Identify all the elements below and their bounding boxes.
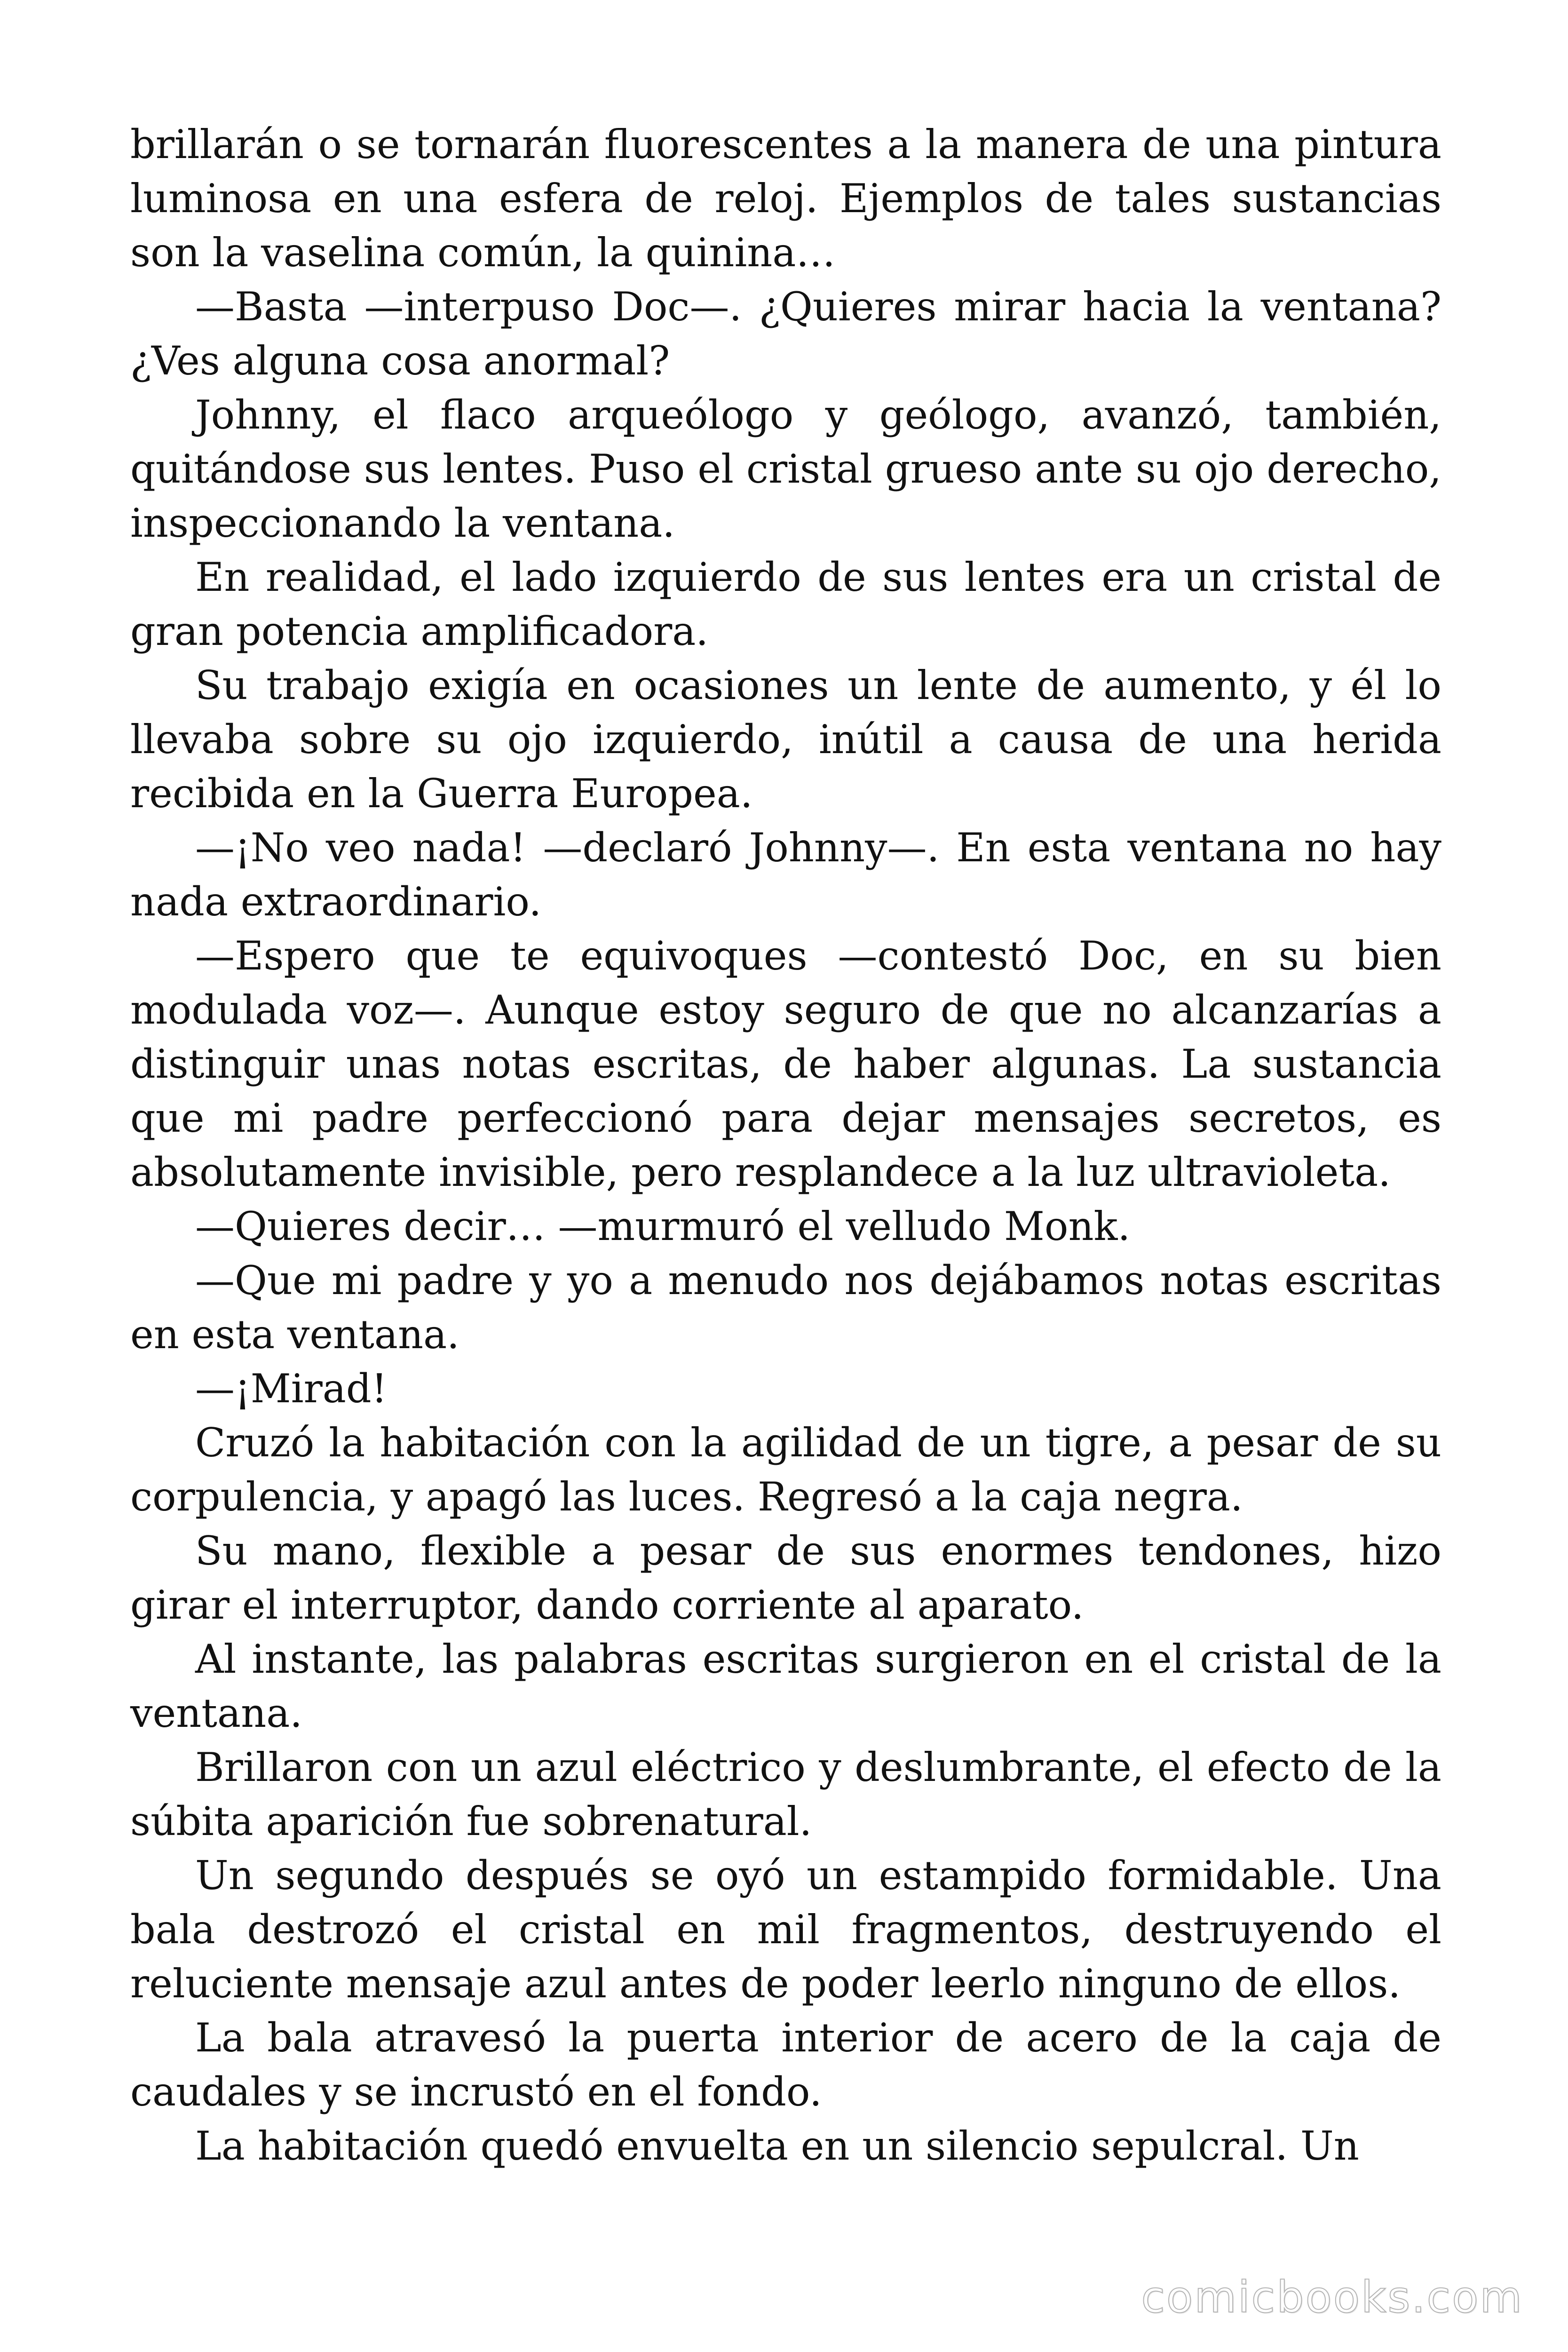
paragraph: Johnny, el flaco arqueólogo y geólogo, avanzó, también, quitándose sus lentes. Puso el cristal grueso ante su ojo derecho, inspeccionando la ventana.: [130, 392, 1441, 546]
paragraph: —Que mi padre y yo a menudo nos dejábamos notas escritas en esta ventana.: [130, 1257, 1441, 1358]
paragraph: —¡No veo nada! —declaró Johnny—. En esta ventana no hay nada extraordinario.: [130, 825, 1441, 925]
paragraph: Su trabajo exigía en ocasiones un lente de aumento, y él lo llevaba sobre su ojo izquierdo, inútil a causa de una herida recibida en la Guerra Europea.: [130, 662, 1441, 817]
paragraph: brillarán o se tornarán fluorescentes a la manera de una pintura luminosa en una esfera de reloj. Ejemplos de tales sustancias son la vaselina común, la quinina…: [130, 121, 1441, 276]
paragraph: —Basta —interpuso Doc—. ¿Quieres mirar hacia la ventana? ¿Ves alguna cosa anormal?: [130, 284, 1441, 384]
paragraph: Un segundo después se oyó un estampido formidable. Una bala destrozó el cristal en mil fragmentos, destruyendo el reluciente mensaje azul antes de poder leerlo ninguno de ellos.: [130, 1852, 1441, 2007]
watermark: comicbooks.com: [1141, 2272, 1523, 2322]
page-text: [130, 118, 1441, 2173]
paragraph: Cruzó la habitación con la agilidad de un tigre, a pesar de su corpulencia, y apagó las luces. Regresó a la caja negra.: [130, 1420, 1441, 1520]
paragraph: La bala atravesó la puerta interior de acero de la caja de caudales y se incrustó en el fondo.: [130, 2015, 1441, 2115]
paragraph: Su mano, flexible a pesar de sus enormes tendones, hizo girar el interruptor, dando corriente al aparato.: [130, 1528, 1441, 1628]
paragraph: La habitación quedó envuelta en un silencio sepulcral. Un: [195, 2123, 1359, 2169]
paragraph: —¡Mirad!: [195, 1366, 388, 1412]
paragraph: Al instante, las palabras escritas surgieron en el cristal de la ventana.: [130, 1636, 1441, 1736]
paragraph: —Quieres decir… —murmuró el velludo Monk.: [195, 1203, 1131, 1249]
paragraph: Brillaron con un azul eléctrico y deslumbrante, el efecto de la súbita aparición fue sobrenatural.: [130, 1744, 1441, 1844]
paragraph: En realidad, el lado izquierdo de sus lentes era un cristal de gran potencia amplificadora.: [130, 554, 1441, 654]
paragraph: —Espero que te equivoques —contestó Doc, en su bien modulada voz—. Aunque estoy seguro de que no alcanzarías a distinguir unas notas escritas, de haber algunas. La sustancia que mi padre perfeccionó para dejar mensajes secretos, es absolutamente invisible, pero resplandece a la luz ultravioleta.: [130, 933, 1441, 1195]
